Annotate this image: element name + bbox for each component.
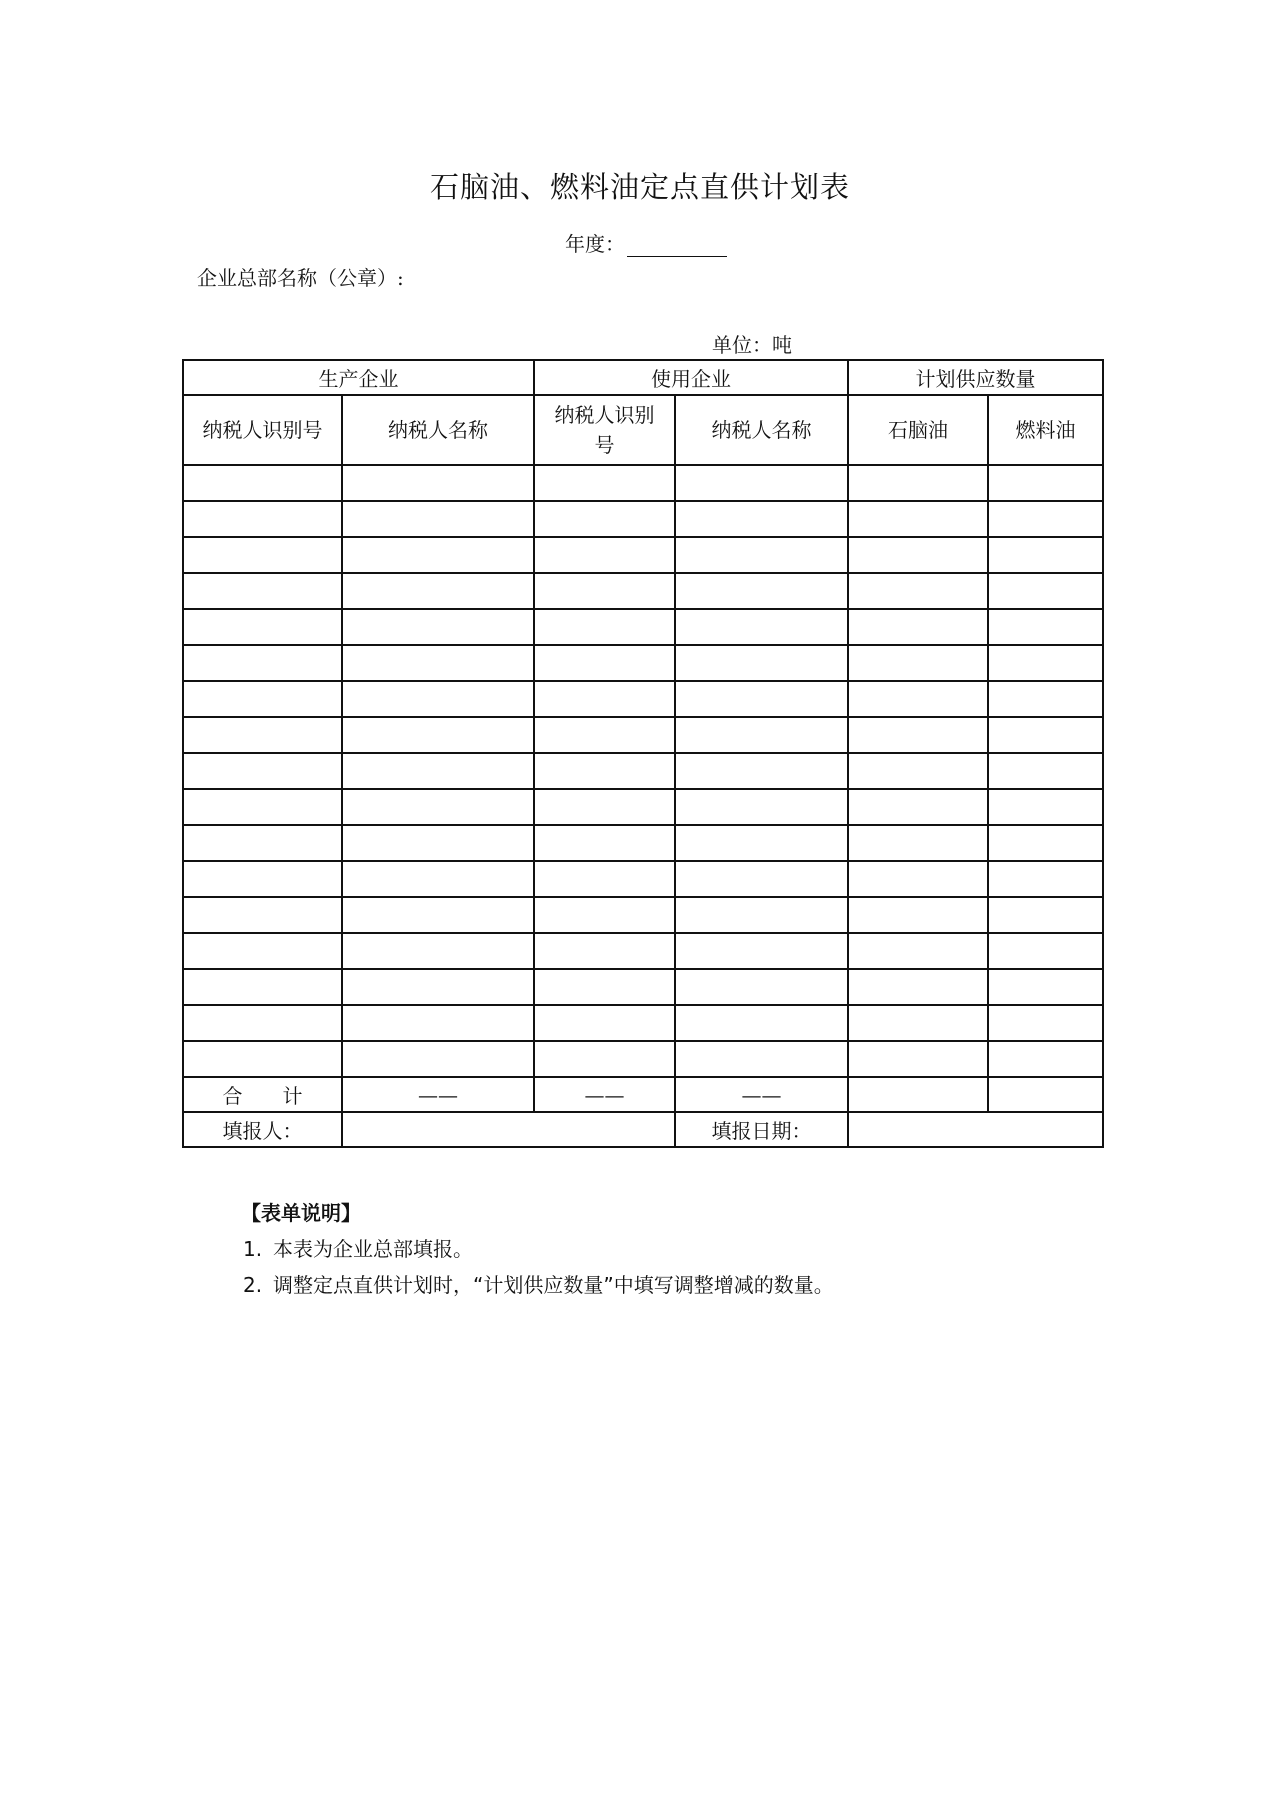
- naphtha-qty-cell[interactable]: [848, 537, 988, 573]
- producer-name-cell[interactable]: [342, 1041, 534, 1077]
- producer-name-cell[interactable]: [342, 465, 534, 501]
- user-name-cell[interactable]: [675, 465, 848, 501]
- producer-name-cell[interactable]: [342, 897, 534, 933]
- company-label: 企业总部名称（公章）:: [197, 266, 404, 290]
- producer-name-cell[interactable]: [342, 969, 534, 1005]
- user-tax-id-cell[interactable]: [534, 537, 675, 573]
- table-row: [183, 501, 1103, 537]
- table-body: [183, 465, 1103, 1077]
- user-tax-id-cell[interactable]: [534, 753, 675, 789]
- table-row: [183, 753, 1103, 789]
- header-producer-name: 纳税人名称: [342, 395, 534, 465]
- fuel-oil-qty-cell[interactable]: [988, 861, 1103, 897]
- note-text: 调整定点直供计划时，“计划供应数量”中填写调整增减的数量。: [273, 1273, 834, 1297]
- user-name-cell[interactable]: [675, 717, 848, 753]
- user-tax-id-cell[interactable]: [534, 645, 675, 681]
- producer-tax-id-cell[interactable]: [183, 609, 342, 645]
- note-number: 1.: [243, 1237, 263, 1261]
- user-tax-id-cell[interactable]: [534, 681, 675, 717]
- naphtha-qty-cell[interactable]: [848, 861, 988, 897]
- producer-name-cell[interactable]: [342, 717, 534, 753]
- user-tax-id-cell[interactable]: [534, 933, 675, 969]
- table-row: [183, 897, 1103, 933]
- table-row: [183, 609, 1103, 645]
- table-row: [183, 969, 1103, 1005]
- fill-date-value-cell[interactable]: [848, 1112, 1103, 1147]
- producer-tax-id-cell[interactable]: [183, 933, 342, 969]
- table-row: [183, 717, 1103, 753]
- producer-tax-id-cell[interactable]: [183, 717, 342, 753]
- producer-tax-id-cell[interactable]: [183, 501, 342, 537]
- total-naphtha-cell[interactable]: [848, 1077, 988, 1112]
- naphtha-qty-cell[interactable]: [848, 789, 988, 825]
- note-item: [243, 1267, 834, 1303]
- naphtha-qty-cell[interactable]: [848, 501, 988, 537]
- user-tax-id-cell[interactable]: [534, 573, 675, 609]
- producer-tax-id-cell[interactable]: [183, 645, 342, 681]
- naphtha-qty-cell[interactable]: [848, 825, 988, 861]
- fuel-oil-qty-cell[interactable]: [988, 1005, 1103, 1041]
- user-tax-id-cell[interactable]: [534, 861, 675, 897]
- fuel-oil-qty-cell[interactable]: [988, 753, 1103, 789]
- table-row: [183, 465, 1103, 501]
- user-name-cell[interactable]: [675, 825, 848, 861]
- user-name-cell[interactable]: [675, 645, 848, 681]
- producer-name-cell[interactable]: [342, 573, 534, 609]
- producer-name-cell[interactable]: [342, 933, 534, 969]
- fuel-oil-qty-cell[interactable]: [988, 609, 1103, 645]
- naphtha-qty-cell[interactable]: [848, 645, 988, 681]
- producer-name-cell[interactable]: [342, 825, 534, 861]
- header-naphtha: 石脑油: [848, 395, 988, 465]
- year-field: [565, 228, 727, 257]
- filler-label: 填报人：: [183, 1112, 342, 1147]
- user-tax-id-cell[interactable]: [534, 1041, 675, 1077]
- fuel-oil-qty-cell[interactable]: [988, 681, 1103, 717]
- header-user-name: 纳税人名称: [675, 395, 848, 465]
- total-fuel-oil-cell[interactable]: [988, 1077, 1103, 1112]
- naphtha-qty-cell[interactable]: [848, 573, 988, 609]
- naphtha-qty-cell[interactable]: [848, 969, 988, 1005]
- user-tax-id-cell[interactable]: [534, 609, 675, 645]
- producer-tax-id-cell[interactable]: [183, 465, 342, 501]
- group-header-row: [183, 360, 1103, 395]
- year-blank-line[interactable]: [627, 234, 727, 257]
- user-name-cell[interactable]: [675, 501, 848, 537]
- producer-name-cell[interactable]: [342, 753, 534, 789]
- header-user-tax-id: 纳税人识别号: [534, 395, 675, 465]
- user-name-cell[interactable]: [675, 609, 848, 645]
- producer-tax-id-cell[interactable]: [183, 969, 342, 1005]
- producer-name-cell[interactable]: [342, 789, 534, 825]
- sub-header-row: [183, 395, 1103, 465]
- table-row: [183, 681, 1103, 717]
- note-number: 2.: [243, 1273, 263, 1297]
- fuel-oil-qty-cell[interactable]: [988, 717, 1103, 753]
- user-name-cell[interactable]: [675, 1005, 848, 1041]
- header-producer: 生产企业: [183, 360, 534, 395]
- producer-tax-id-cell[interactable]: [183, 789, 342, 825]
- user-name-cell[interactable]: [675, 681, 848, 717]
- supply-plan-table: [182, 359, 1104, 1148]
- naphtha-qty-cell[interactable]: [848, 1005, 988, 1041]
- table-row: [183, 573, 1103, 609]
- producer-tax-id-cell[interactable]: [183, 897, 342, 933]
- total-row: [183, 1077, 1103, 1112]
- naphtha-qty-cell[interactable]: [848, 1041, 988, 1077]
- producer-tax-id-cell[interactable]: [183, 1041, 342, 1077]
- producer-name-cell[interactable]: [342, 861, 534, 897]
- fill-date-label: 填报日期：: [675, 1112, 848, 1147]
- user-tax-id-cell[interactable]: [534, 825, 675, 861]
- user-tax-id-cell[interactable]: [534, 465, 675, 501]
- user-name-cell[interactable]: [675, 897, 848, 933]
- notes-heading: 【表单说明】: [241, 1201, 361, 1225]
- total-dash-1: ——: [342, 1077, 534, 1112]
- naphtha-qty-cell[interactable]: [848, 897, 988, 933]
- fuel-oil-qty-cell[interactable]: [988, 1041, 1103, 1077]
- fuel-oil-qty-cell[interactable]: [988, 897, 1103, 933]
- producer-tax-id-cell[interactable]: [183, 681, 342, 717]
- naphtha-qty-cell[interactable]: [848, 717, 988, 753]
- producer-tax-id-cell[interactable]: [183, 537, 342, 573]
- fuel-oil-qty-cell[interactable]: [988, 789, 1103, 825]
- user-name-cell[interactable]: [675, 1041, 848, 1077]
- fuel-oil-qty-cell[interactable]: [988, 465, 1103, 501]
- table-row: [183, 789, 1103, 825]
- user-tax-id-cell[interactable]: [534, 969, 675, 1005]
- user-name-cell[interactable]: [675, 537, 848, 573]
- header-fuel-oil: 燃料油: [988, 395, 1103, 465]
- fuel-oil-qty-cell[interactable]: [988, 501, 1103, 537]
- total-label: 合 计: [183, 1077, 342, 1112]
- table-row: [183, 1005, 1103, 1041]
- fuel-oil-qty-cell[interactable]: [988, 537, 1103, 573]
- table-row: [183, 645, 1103, 681]
- filler-value-cell[interactable]: [342, 1112, 675, 1147]
- user-name-cell[interactable]: [675, 753, 848, 789]
- user-tax-id-cell[interactable]: [534, 789, 675, 825]
- table-row: [183, 1041, 1103, 1077]
- producer-name-cell[interactable]: [342, 645, 534, 681]
- user-tax-id-cell[interactable]: [534, 501, 675, 537]
- user-tax-id-cell[interactable]: [534, 717, 675, 753]
- note-item: [243, 1231, 834, 1267]
- naphtha-qty-cell[interactable]: [848, 681, 988, 717]
- table-row: [183, 537, 1103, 573]
- form-notes: [243, 1195, 834, 1303]
- note-text: 本表为企业总部填报。: [273, 1237, 473, 1261]
- producer-tax-id-cell[interactable]: [183, 753, 342, 789]
- fuel-oil-qty-cell[interactable]: [988, 969, 1103, 1005]
- fuel-oil-qty-cell[interactable]: [988, 573, 1103, 609]
- fuel-oil-qty-cell[interactable]: [988, 933, 1103, 969]
- user-name-cell[interactable]: [675, 789, 848, 825]
- table-row: [183, 861, 1103, 897]
- producer-name-cell[interactable]: [342, 501, 534, 537]
- producer-name-cell[interactable]: [342, 537, 534, 573]
- producer-name-cell[interactable]: [342, 1005, 534, 1041]
- table-row: [183, 933, 1103, 969]
- total-dash-2: ——: [534, 1077, 675, 1112]
- header-user: 使用企业: [534, 360, 848, 395]
- unit-label: 单位：吨: [712, 333, 792, 357]
- producer-name-cell[interactable]: [342, 609, 534, 645]
- user-name-cell[interactable]: [675, 573, 848, 609]
- table-row: [183, 825, 1103, 861]
- producer-tax-id-cell[interactable]: [183, 861, 342, 897]
- naphtha-qty-cell[interactable]: [848, 933, 988, 969]
- header-planned-quantity: 计划供应数量: [848, 360, 1103, 395]
- naphtha-qty-cell[interactable]: [848, 465, 988, 501]
- filler-row: [183, 1112, 1103, 1147]
- year-label: 年度：: [565, 232, 625, 256]
- producer-name-cell[interactable]: [342, 681, 534, 717]
- producer-tax-id-cell[interactable]: [183, 1005, 342, 1041]
- header-producer-tax-id: 纳税人识别号: [183, 395, 342, 465]
- producer-tax-id-cell[interactable]: [183, 825, 342, 861]
- producer-tax-id-cell[interactable]: [183, 573, 342, 609]
- naphtha-qty-cell[interactable]: [848, 609, 988, 645]
- naphtha-qty-cell[interactable]: [848, 753, 988, 789]
- user-name-cell[interactable]: [675, 861, 848, 897]
- user-name-cell[interactable]: [675, 969, 848, 1005]
- page-title: 石脑油、燃料油定点直供计划表: [429, 170, 850, 204]
- user-name-cell[interactable]: [675, 933, 848, 969]
- fuel-oil-qty-cell[interactable]: [988, 645, 1103, 681]
- total-dash-3: ——: [675, 1077, 848, 1112]
- user-tax-id-cell[interactable]: [534, 897, 675, 933]
- user-tax-id-cell[interactable]: [534, 1005, 675, 1041]
- fuel-oil-qty-cell[interactable]: [988, 825, 1103, 861]
